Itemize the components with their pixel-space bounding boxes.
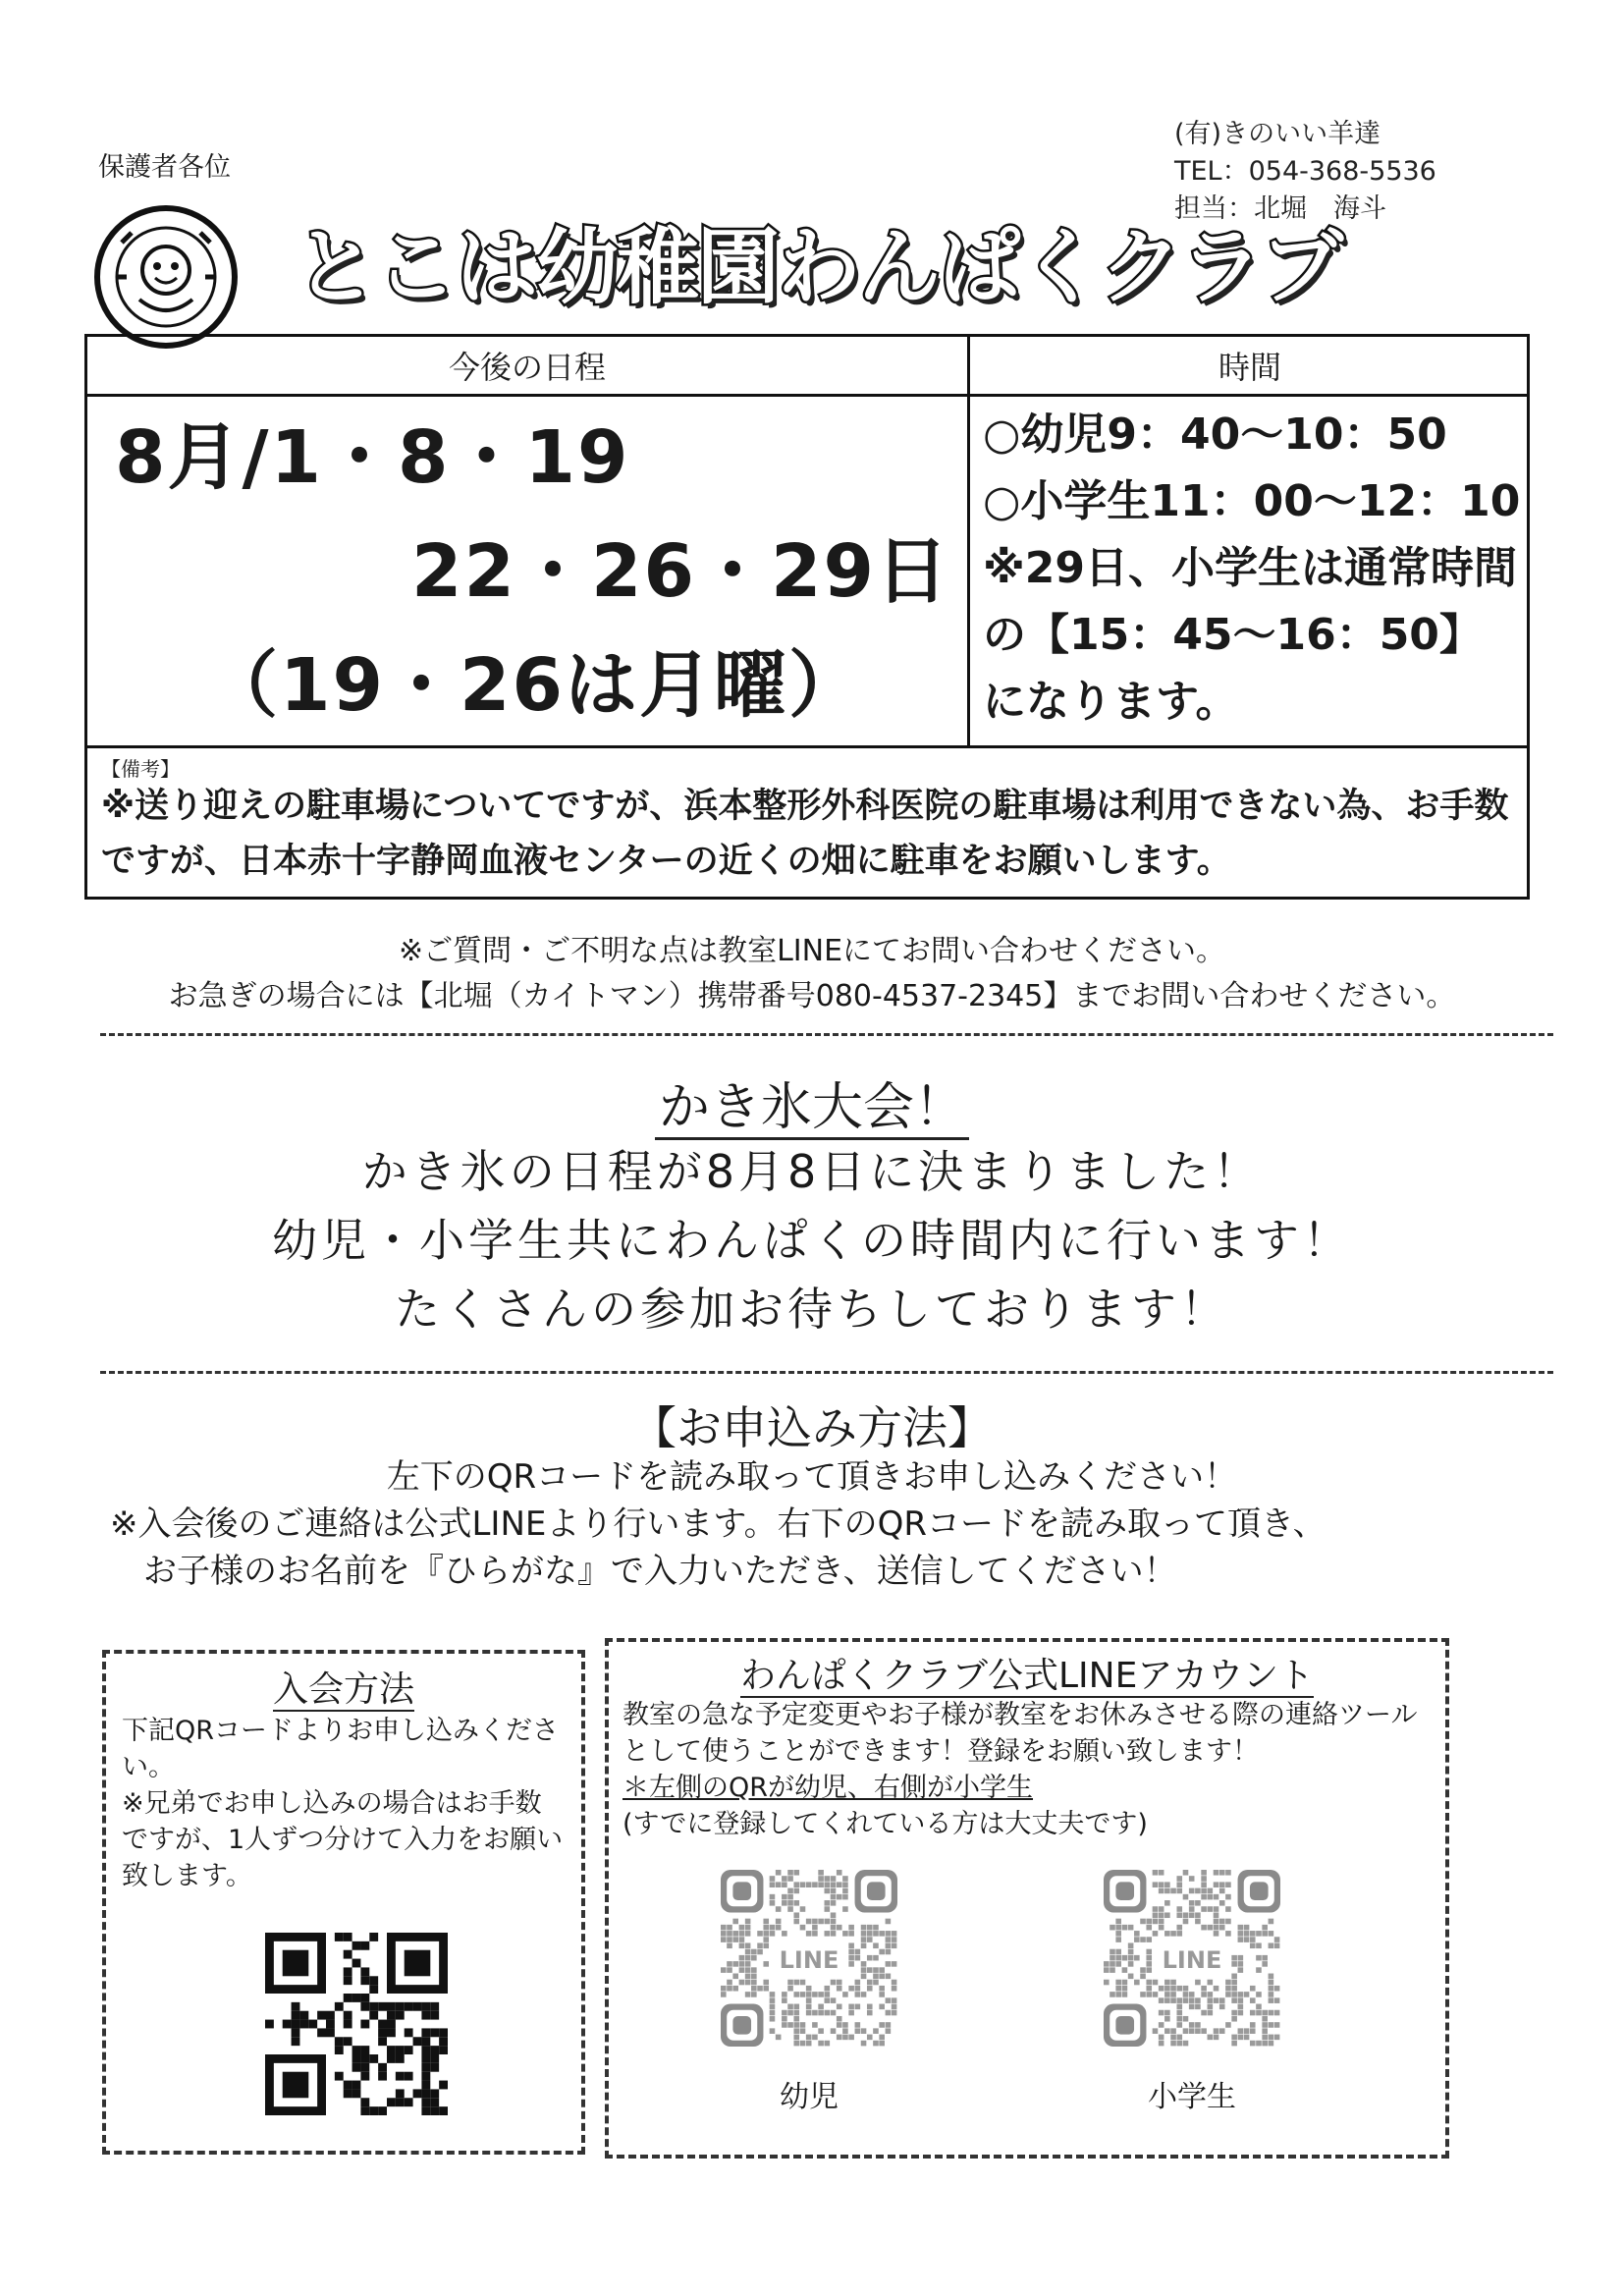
line-box-title-text: わんぱくクラブ公式LINEアカウント xyxy=(740,1656,1314,1696)
join-box-title-text: 入会方法 xyxy=(272,1669,414,1710)
dates-line-3: （19・26は月曜） xyxy=(205,643,863,728)
dates-line-1: 8月/1・8・19 xyxy=(115,415,630,500)
contact-line-2: お急ぎの場合には【北堀（カイトマン）携帯番号080-4537-2345】までお問い合わせください。 xyxy=(168,979,1456,1013)
line-badge: LINE xyxy=(1162,1946,1222,1974)
remark-text: ※送り迎えの駐車場についてですが、浜本整形外科医院の駐車場は利用できない為、お手数ですが、日本赤十字静岡血液センターの近くの畑に駐車をお願いします。 xyxy=(101,787,1509,881)
line-box-text xyxy=(623,1697,1434,1842)
table-divider xyxy=(87,745,1527,748)
join-box-text-2: ※兄弟でお申し込みの場合はお手数ですが、1人ずつ分けて入力をお願い致します。 xyxy=(122,1788,564,1891)
event-line-1: かき氷の日程が8月8日に決まりました！ xyxy=(361,1145,1263,1198)
join-box xyxy=(102,1650,585,2155)
join-box-text-1: 下記QRコードよりお申し込みください。 xyxy=(122,1716,560,1782)
join-box-title xyxy=(106,1662,581,1712)
line-account-box xyxy=(605,1638,1449,2159)
addressee: 保護者各位 xyxy=(98,152,231,183)
table-divider xyxy=(87,394,1527,397)
remark-label: 【備考】 xyxy=(101,757,180,781)
event-title-text: かき氷大会！ xyxy=(655,1078,969,1140)
event-line-3: たくさんの参加お待ちしております！ xyxy=(395,1283,1229,1336)
event-title xyxy=(0,1066,1624,1139)
time-elementary: ○小学生11：00～12：10 xyxy=(983,476,1521,526)
event-body xyxy=(0,1137,1624,1343)
qr-caption-elementary: 小学生 xyxy=(1148,2080,1236,2114)
section-divider xyxy=(100,1033,1553,1036)
time-header: 時間 xyxy=(1218,349,1281,386)
time-note: ※29日、小学生は通常時間の【15：45～16：50】になります。 xyxy=(983,543,1518,727)
application-line-1: 左下のQRコードを読み取って頂きお申し込みください！ xyxy=(386,1457,1238,1497)
line-badge: LINE xyxy=(779,1946,839,1974)
line-box-text-3: (すでに登録してくれている方は大丈夫です) xyxy=(623,1809,1148,1839)
line-box-text-2: ＊左側のQRが幼児、右側が小学生 xyxy=(623,1773,1034,1803)
page-title: とこは幼稚園わんぱくクラブ xyxy=(295,219,1342,315)
time-info xyxy=(983,402,1523,736)
qr-caption-kindergarten: 幼児 xyxy=(780,2080,839,2114)
line-box-title xyxy=(609,1648,1445,1698)
line-box-text-1: 教室の急な予定変更やお子様が教室をお休みさせる際の連絡ツールとして使うことができます！登録をお願い致します！ xyxy=(623,1700,1418,1767)
application-body xyxy=(110,1453,1514,1595)
join-qr-code[interactable] xyxy=(265,1933,448,2115)
dates-line-2: 22・26・29日 xyxy=(411,529,950,614)
club-logo-icon xyxy=(92,203,240,351)
section-divider xyxy=(100,1371,1553,1374)
table-divider xyxy=(967,337,970,745)
time-kindergarten: ○幼児9：40～10：50 xyxy=(983,410,1447,460)
dates-header: 今後の日程 xyxy=(448,349,606,386)
line-qr-kindergarten[interactable] xyxy=(721,1870,897,2047)
contact-line-1: ※ご質問・ご不明な点は教室LINEにてお問い合わせください。 xyxy=(398,934,1226,968)
application-title: 【お申込み方法】 xyxy=(631,1401,993,1454)
line-qr-elementary[interactable] xyxy=(1104,1870,1280,2047)
company-name: (有)きのいい羊達 xyxy=(1174,119,1381,149)
company-tel: TEL：054-368-5536 xyxy=(1174,156,1436,187)
schedule-table xyxy=(84,334,1530,900)
join-box-text xyxy=(122,1713,566,1894)
application-line-3: お子様のお名前を『ひらがな』で入力いただき、送信してください！ xyxy=(143,1552,1177,1591)
company-staff: 担当：北堀 海斗 xyxy=(1174,193,1386,224)
event-line-2: 幼児・小学生共にわんぱくの時間内に行います！ xyxy=(272,1214,1352,1267)
application-line-2: ※入会後のご連絡は公式LINEより行います。右下のQRコードを読み取って頂き、 xyxy=(110,1504,1326,1544)
